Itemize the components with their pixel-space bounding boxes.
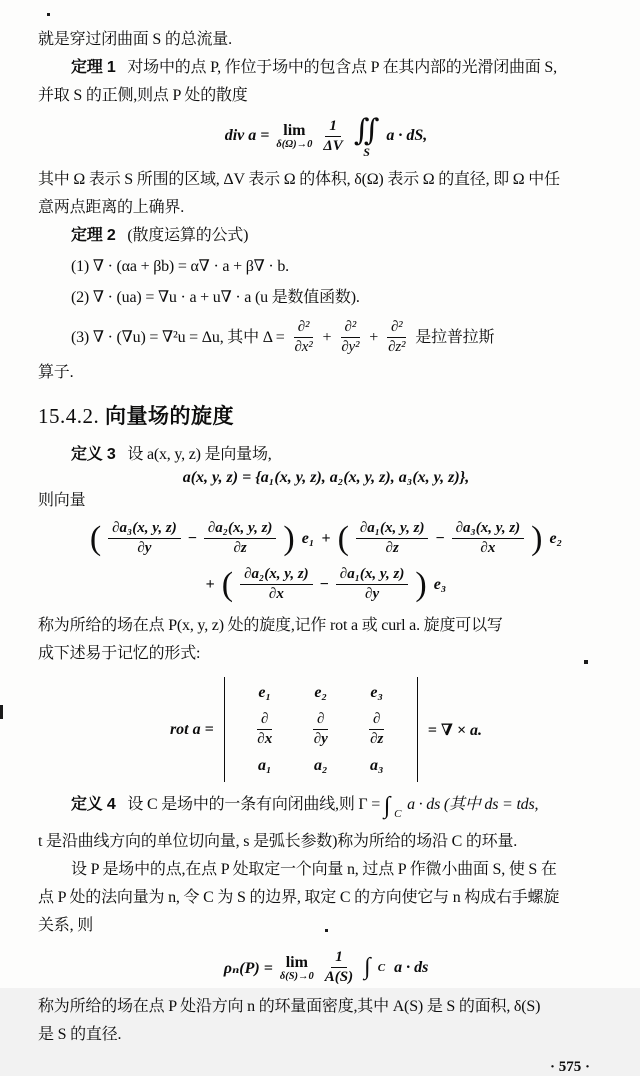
fraction-one-over-deltav: [319, 118, 346, 155]
curl-term3-num2: ∂a₁(x, y, z): [336, 566, 409, 585]
minus-sign: −: [435, 529, 445, 547]
theorem2-item3-continuation: 算子.: [38, 364, 74, 381]
matrix-cell-a1: a₁: [257, 757, 272, 774]
double-integral: [354, 115, 380, 157]
definition4-post: a · ds (其中 ds = tds,: [407, 796, 539, 813]
ddx-num: ∂: [257, 711, 272, 730]
curl-term3-den2: ∂y: [365, 586, 380, 602]
scan-artifact: [0, 705, 3, 719]
ddz-den: ∂z: [370, 731, 384, 747]
matrix-cell-e1: e₁: [258, 684, 272, 701]
curl-definition-line2: 成下述易于记忆的形式:: [38, 645, 201, 662]
fraction-one-over-area: [321, 949, 357, 986]
matrix-cell-ddx: [253, 711, 276, 748]
omega-note-line1: 其中 Ω 表示 S 所围的区域, ΔV 表示 Ω 的体积, δ(Ω) 表示 Ω 的直径, 即 Ω 中任: [38, 171, 560, 188]
definition3-line: [38, 441, 614, 469]
theorem2-item3: [38, 319, 614, 356]
theorem2-title: (散度运算的公式): [127, 227, 249, 244]
item3-prefix: (3) ∇ · (∇u) = ∇²u = Δu, 其中 Δ =: [71, 328, 285, 346]
curl-term2-fraction2: [452, 520, 525, 557]
definition3-label: 定义 3: [71, 446, 116, 463]
vector-field-equation: [38, 469, 614, 487]
curl-term2-den1: ∂z: [385, 540, 399, 556]
theorem2-heading: [38, 222, 614, 250]
curl-term2-den2: ∂x: [480, 540, 496, 556]
section-heading: [38, 400, 614, 430]
matrix-cell-a3: a₃: [369, 757, 384, 774]
plus-sign: +: [322, 328, 332, 346]
plus-sign: +: [321, 529, 331, 547]
omega-note-line2: 意两点距离的上确界.: [38, 199, 185, 216]
close-paren: ): [415, 565, 427, 603]
lim-subscript: δ(Ω)→0: [276, 139, 313, 150]
then-vector-line: 则向量: [38, 492, 86, 509]
curl-term1-num1: ∂a₃(x, y, z): [108, 520, 181, 539]
theorem2-label: 定理 2: [71, 227, 116, 244]
fraction-denominator: ΔV: [323, 137, 343, 154]
laplacian-y-denominator: ∂y²: [341, 339, 360, 355]
limit-operator: [280, 954, 314, 982]
curl-term1-fraction2: [204, 520, 277, 557]
curl-term3-num1: ∂a₂(x, y, z): [240, 566, 313, 585]
curl-term3-den1: ∂x: [268, 586, 284, 602]
curl-term1-den1: ∂y: [137, 540, 152, 556]
curl-term2-fraction1: [356, 520, 429, 557]
scan-artifact: [47, 13, 50, 16]
curl-component-formula-line1: [38, 520, 614, 557]
double-integral-subscript: S: [363, 145, 370, 159]
laplacian-z-fraction: [384, 319, 409, 356]
scan-artifact: [584, 660, 588, 664]
curl-term3-fraction1: [240, 566, 313, 603]
circulation-para-line3: 关系, 则: [38, 917, 94, 934]
circulation-para-line1: 设 P 是场中的点,在点 P 处取定一个向量 n, 过点 P 作微小曲面 S, 使 S 在: [71, 861, 557, 878]
definition4-line2: t 是沿曲线方向的单位切向量, s 是弧长参数)称为所给的场沿 C 的环量.: [38, 833, 518, 850]
minus-sign: −: [187, 529, 197, 547]
curl-term2-num2: ∂a₃(x, y, z): [452, 520, 525, 539]
double-integral-glyph: ∬: [353, 114, 380, 147]
divergence-formula: [38, 115, 614, 157]
item3-suffix: 是拉普拉斯: [415, 328, 495, 346]
fraction-numerator: 1: [331, 949, 347, 968]
theorem2-item1: (1) ∇ · (αa + βb) = α∇ · a + β∇ · b.: [71, 258, 289, 275]
open-paren: (: [221, 565, 234, 603]
laplacian-x-numerator: ∂²: [294, 319, 314, 338]
line-integral-subscript: C: [377, 961, 386, 974]
basis-vector-e2: e₂: [549, 529, 563, 547]
line-integral-glyph: ∫: [364, 954, 371, 980]
curl-term1-num2: ∂a₂(x, y, z): [204, 520, 277, 539]
limit-operator: [276, 122, 312, 150]
open-paren: (: [337, 519, 349, 557]
closing-line2: 是 S 的直径.: [38, 1026, 122, 1043]
laplacian-x-denominator: ∂x²: [294, 339, 313, 355]
close-paren: ): [531, 519, 543, 557]
page-number: · 575 ·: [549, 1059, 590, 1075]
divergence-rhs: a · dS,: [386, 127, 428, 144]
laplacian-y-numerator: ∂²: [341, 319, 361, 338]
density-rhs: a · ds: [394, 958, 429, 976]
density-lhs: ρₙ(P) =: [223, 959, 273, 977]
curl-definition-line1: 称为所给的场在点 P(x, y, z) 处的旋度,记作 rot a 或 curl a. 旋度可以写: [38, 617, 503, 634]
curl-term1-den2: ∂z: [233, 540, 247, 556]
curl-component-formula-line2: [38, 566, 614, 603]
ddx-den: ∂x: [257, 731, 273, 747]
definition4-pre: 设 C 是场中的一条有向闭曲线,则 Γ =: [127, 796, 381, 813]
theorem2-item2: (2) ∇ · (ua) = ∇u · a + u∇ · a (u 是数值函数).: [71, 289, 360, 306]
section-number: 15.4.2.: [38, 404, 100, 428]
divergence-lhs: div a =: [224, 127, 270, 144]
rot-rhs: = ∇ × a.: [427, 721, 483, 739]
ddy-num: ∂: [313, 711, 328, 730]
closing-line1: 称为所给的场在点 P 处沿方向 n 的环量面密度,其中 A(S) 是 S 的面积, δ(S): [38, 998, 541, 1015]
matrix-cell-a2: a₂: [313, 757, 328, 774]
laplacian-y-fraction: [337, 319, 363, 356]
lim-text: lim: [285, 953, 308, 971]
circulation-density-formula: [38, 949, 614, 986]
ddy-den: ∂y: [313, 731, 328, 747]
matrix-cell-ddz: [366, 711, 387, 748]
matrix-cell-ddy: [310, 711, 332, 748]
rot-lhs: rot a =: [169, 720, 214, 738]
theorem1-line2: 并取 S 的正侧,则点 P 处的散度: [38, 87, 248, 104]
definition4-line1: [38, 791, 614, 828]
circulation-para-line2: 点 P 处的法向量为 n, 令 C 为 S 的边界, 取定 C 的方向使它与 n 构成右手螺旋: [38, 889, 560, 906]
lim-subscript: δ(S)→0: [279, 970, 314, 982]
laplacian-x-fraction: [291, 319, 317, 356]
definition3-text: 设 a(x, y, z) 是向量场,: [127, 446, 272, 463]
ddz-num: ∂: [369, 711, 384, 730]
plus-sign: +: [369, 328, 379, 346]
vector-field-components: a(x, y, z) = {a₁(x, y, z), a₂(x, y, z), a₃(x, y, z)},: [182, 469, 470, 486]
section-title: 向量场的旋度: [105, 404, 234, 428]
curl-term3-fraction2: [336, 566, 409, 603]
fraction-denominator: A(S): [324, 969, 354, 985]
determinant-matrix: [224, 677, 418, 782]
curl-term2-num1: ∂a₁(x, y, z): [356, 520, 429, 539]
theorem1-line1: [38, 54, 614, 82]
scan-artifact: [325, 929, 328, 932]
curl-term1-fraction1: [108, 520, 181, 557]
paragraph-total-flux: 就是穿过闭曲面 S 的总流量.: [38, 31, 232, 48]
theorem1-label: 定理 1: [71, 59, 116, 76]
line-integral-subscript: C: [394, 808, 402, 820]
laplacian-z-numerator: ∂²: [387, 319, 407, 338]
laplacian-z-denominator: ∂z²: [388, 339, 406, 355]
close-paren: ): [283, 519, 295, 557]
definition4-label: 定义 4: [71, 796, 116, 813]
theorem1-text: 对场中的点 P, 作位于场中的包含点 P 在其内部的光滑闭曲面 S,: [127, 59, 557, 76]
basis-vector-e3: e₃: [433, 575, 447, 593]
line-integral-glyph: ∫: [383, 793, 391, 819]
matrix-cell-e2: e₂: [314, 684, 328, 701]
minus-sign: −: [319, 575, 329, 593]
rot-determinant-formula: [38, 677, 614, 782]
basis-vector-e1: e₁: [301, 529, 315, 547]
matrix-cell-e3: e₃: [370, 684, 384, 701]
plus-sign: +: [205, 575, 215, 593]
open-paren: (: [89, 519, 102, 557]
lim-text: lim: [283, 122, 306, 139]
fraction-numerator: 1: [325, 118, 341, 137]
